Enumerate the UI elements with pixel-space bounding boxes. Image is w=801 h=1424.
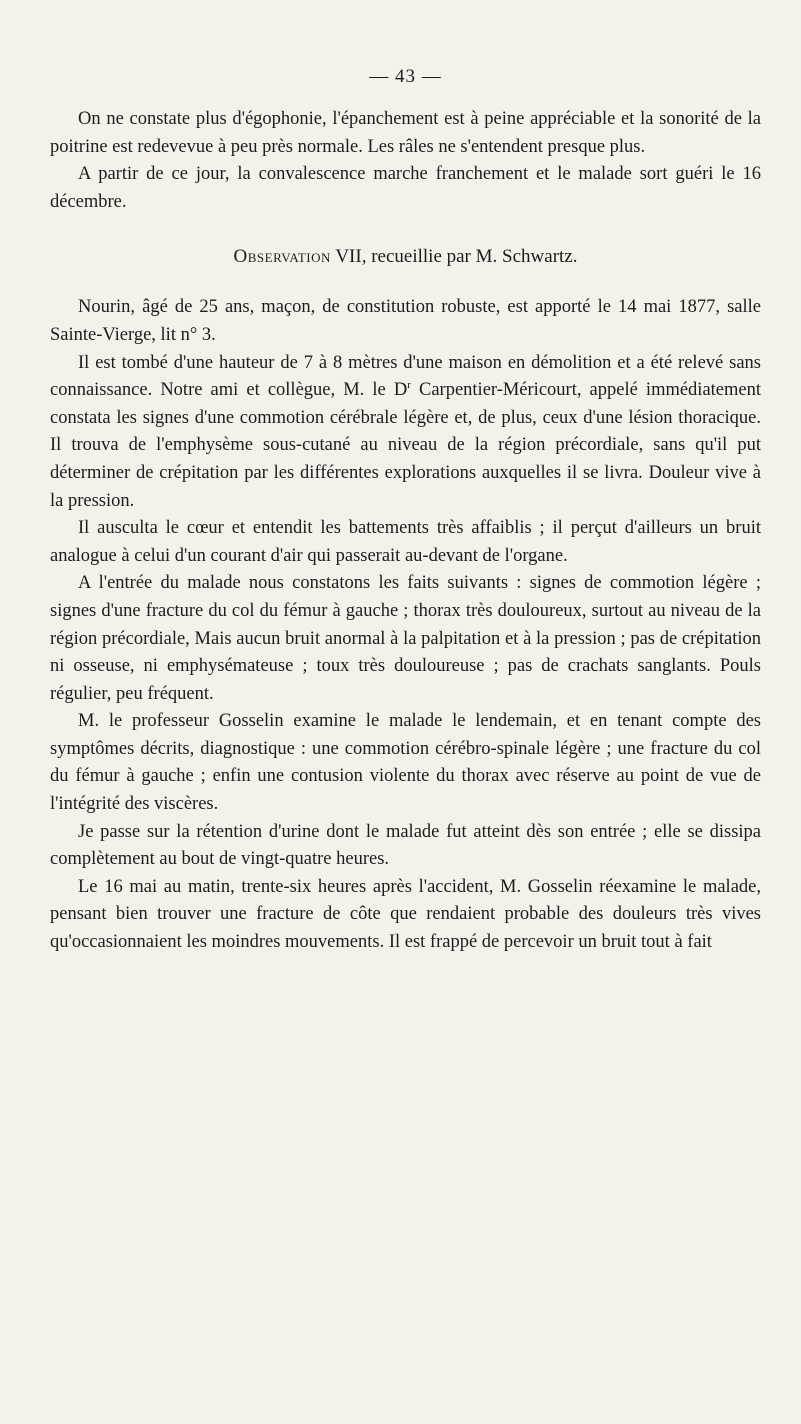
observation-rest: VII, recueillie par M. Schwartz. bbox=[330, 246, 578, 268]
intro-text bbox=[50, 106, 761, 216]
paragraph-entry-findings: A l'entrée du malade nous constatons les faits suivants : signes de commotion légère ; signes d'une fracture du col du fémur à gauche ; thorax très douloureux, surtout au niveau de la région précordiale, Mais aucun bruit anormal à la palpitation et à la pression ; pas de crépitation ni osseuse, ni emphysémateuse ; toux très douloureuse ; pas de crachats sanglants. Pouls régulier, peu fréquent. bbox=[50, 573, 761, 704]
paragraph-patient: Nourin, âgé de 25 ans, maçon, de constitution robuste, est apporté le 14 mai 1877, salle Sainte-Vierge, lit n° 3. bbox=[50, 297, 761, 345]
paragraph-urine-retention: Je passe sur la rétention d'urine dont le malade fut atteint dès son entrée ; elle se dissipa complètement au bout de vingt-quatre heures. bbox=[50, 821, 761, 870]
observation-heading bbox=[50, 246, 761, 268]
paragraph-may-16: Le 16 mai au matin, trente-six heures après l'accident, M. Gosselin réexamine le malade, pensant bien trouver une fracture de côte que rendaient probable des douleurs très vives qu'occasionnaient les moindres mouvements. Il est frappé de percevoir un bruit tout à fait bbox=[50, 876, 761, 953]
fall-text-end: Carpentier-Méricourt, appelé immédiatement constata les signes d'une commotion cérébrale légère et, de plus, ceux d'une lésion thoracique. Il trouva de l'emphysème sous-cutané au niveau de la région précordiale, sans qu'il put déterminer de crépitation par les différentes explorations auxquelles il se livra. Douleur vive à la pression. bbox=[50, 380, 762, 511]
doctor-abbrev-sup: r bbox=[407, 379, 411, 391]
paragraph-egophonie: On ne constate plus d'égophonie, l'épanchement est à peine appréciable et la sonorité de la poitrine est redevevue à peu près normale. Les râles ne s'entendent presque plus. bbox=[50, 109, 761, 157]
observation-label: Observation bbox=[233, 246, 331, 268]
page-number: — 43 — bbox=[369, 66, 442, 87]
fall-text-start: Il est tombé d'une hauteur de 7 à 8 mètres d'une maison en démolition et a été relevé sans connaissance. Notre ami et collègue, M. le D bbox=[50, 352, 761, 401]
paragraph-auscultation: Il ausculta le cœur et entendit les battements très affaiblis ; il perçut d'ailleurs un bruit analogue à celui d'un courant d'air qui passerait au-devant de l'organe. bbox=[50, 518, 761, 566]
paragraph-convalescence: A partir de ce jour, la convalescence marche franchement et le malade sort guéri le 16 décembre. bbox=[50, 164, 761, 212]
paragraph-gosselin-diagnosis: M. le professeur Gosselin examine le malade le lendemain, et en tenant compte des symptômes décrits, diagnostique : une commotion cérébro-spinale légère ; une fracture du col du fémur à gauche ; enfin une contusion violente du thorax avec réserve au point de vue de l'intégrité des viscères. bbox=[50, 711, 761, 815]
observation-body bbox=[50, 294, 761, 956]
paragraph-fall bbox=[50, 350, 761, 516]
